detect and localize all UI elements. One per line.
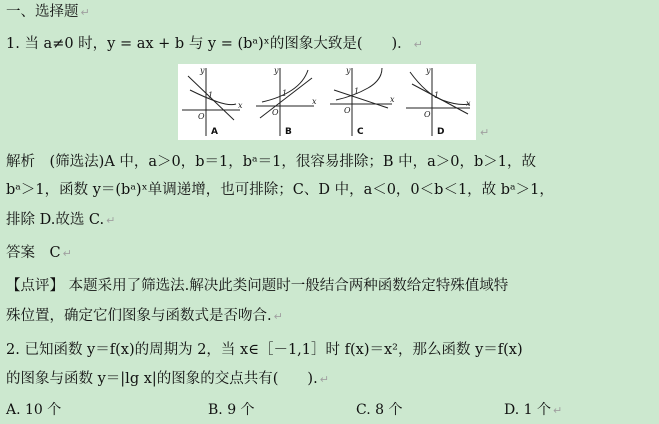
graph-d-y-label: y [426, 66, 431, 75]
analysis-line-2-text: bᵃ＞1，函数 y＝(bᵃ)ˣ单调递增，也可排除；C、D 中，a＜0，0＜b＜1，故 bᵃ＞1， [6, 182, 554, 198]
graph-d-origin: O [424, 110, 431, 119]
analysis-line-3 [6, 210, 115, 231]
graph-b-y-label: y [274, 66, 279, 75]
section-heading [6, 2, 90, 23]
graph-a-x-label: x [238, 101, 243, 110]
graph-a-y-label: y [200, 66, 205, 75]
paragraph-mark: ↵ [413, 38, 423, 51]
choice-d-text: D. 1 个 [504, 402, 551, 418]
comment-line-1 [6, 276, 508, 296]
paragraph-mark: ↵ [319, 373, 329, 386]
comment-line-2 [6, 306, 283, 327]
paragraph-mark: ↵ [106, 214, 116, 227]
option-graphs-svg [178, 64, 476, 140]
option-c-label: C [357, 127, 364, 137]
graph-c-origin: O [344, 106, 351, 115]
analysis-line-1-text: 解析 (筛选法)A 中，a＞0，b＝1，bᵃ＝1，很容易排除；B 中，a＞0，b＞1，故 [6, 154, 537, 170]
choice-c: C. 8 个 [356, 402, 403, 418]
graph-b-line [260, 78, 312, 118]
analysis-line-1 [6, 152, 536, 172]
paragraph-mark: ↵ [273, 310, 283, 323]
option-b-label: B [285, 127, 292, 137]
comment-line-1-text: 【点评】 本题采用了筛选法.解决此类问题时一般结合两种函数给定特殊值域特 [6, 278, 509, 294]
graph-c-one: 1 [354, 87, 360, 96]
comment-line-2-text: 殊位置，确定它们图象与函数式是否吻合. [6, 308, 272, 324]
graph-c-y-label: y [346, 66, 351, 75]
graph-c-x-label: x [390, 95, 395, 104]
graph-d-x-label: x [466, 99, 471, 108]
question-2-line-2-text: 的图象与函数 y＝|lg x|的图象的交点共有( ). [6, 371, 318, 387]
option-graphs-figure [178, 64, 476, 140]
section-heading-text: 一、选择题 [6, 4, 79, 20]
option-d-label: D [437, 127, 445, 137]
graph-b-origin: O [272, 108, 279, 117]
analysis-line-2 [6, 180, 554, 200]
paragraph-mark: ↵ [62, 247, 72, 260]
graph-b-x-label: x [312, 97, 317, 106]
analysis-line-3-text: 排除 D.故选 C. [6, 212, 105, 228]
graph-a-one: 1 [208, 91, 214, 100]
question-2-line-1 [6, 340, 523, 360]
question-1 [6, 34, 423, 55]
paragraph-mark: ↵ [480, 126, 490, 139]
graph-b-one: 1 [282, 89, 288, 98]
graph-a-origin: O [198, 112, 205, 121]
choice-d [504, 399, 562, 419]
choice-a: A. 10 个 [6, 402, 62, 418]
answer-line [6, 243, 72, 264]
question-2-line-2 [6, 369, 329, 390]
answer-text: 答案 C [6, 245, 61, 261]
choice-b: B. 9 个 [208, 402, 255, 418]
paragraph-mark: ↵ [80, 6, 90, 19]
option-a-label: A [211, 127, 218, 137]
graph-d-one: 1 [434, 91, 440, 100]
question-2-line-1-text: 2. 已知函数 y＝f(x)的周期为 2，当 x∈［－1,1］时 f(x)＝x²，那么函数 y＝f(x) [6, 342, 523, 358]
question-1-text: 1. 当 a≠0 时，y = ax + b 与 y = (bᵃ)ˣ的图象大致是( )． [6, 36, 412, 52]
paragraph-mark: ↵ [552, 404, 563, 417]
